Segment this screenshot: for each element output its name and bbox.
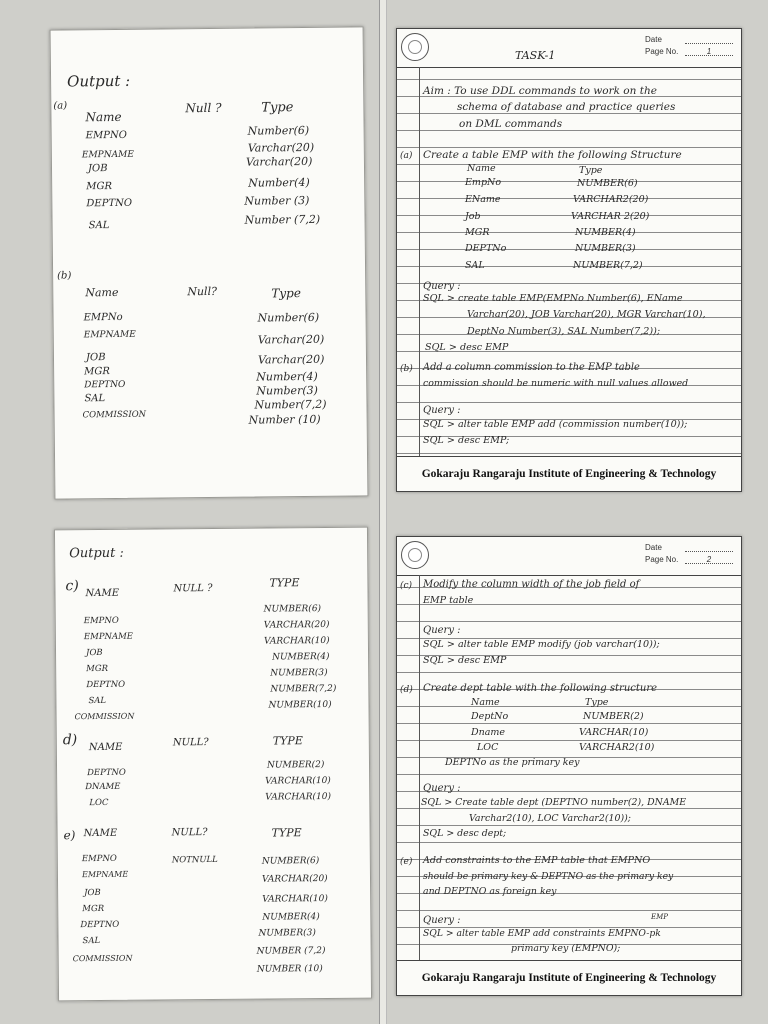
sql-line: DeptNo Number(3), SAL Number(7,2)); bbox=[467, 326, 661, 337]
field-type: NUMBER(4) bbox=[272, 651, 330, 663]
institute-logo-icon bbox=[401, 33, 429, 61]
page-output-2 bbox=[54, 527, 372, 1002]
sql-line: Varchar2(10), LOC Varchar2(10)); bbox=[469, 813, 631, 824]
field-type: NUMBER(3) bbox=[575, 243, 636, 254]
field-name: COMMISSION bbox=[72, 953, 133, 964]
sql-line: SQL > create table EMP(EMPNo Number(6), EName bbox=[423, 293, 683, 304]
field-name: COMMISSION bbox=[82, 409, 147, 421]
field-name: EMPNO bbox=[85, 129, 127, 142]
field-name: DEPTNo bbox=[465, 243, 507, 254]
query-label: Query : bbox=[423, 915, 461, 926]
field-name: SAL bbox=[84, 393, 106, 405]
institute-logo-icon bbox=[401, 541, 429, 569]
field-name: DEPTNO bbox=[84, 379, 126, 391]
field-type: NUMBER(6) bbox=[263, 604, 322, 615]
field-name: EMPNO bbox=[81, 853, 117, 865]
field-name: SAL bbox=[88, 220, 110, 232]
field-type: Number(6) bbox=[257, 310, 320, 325]
field-name: MGR bbox=[86, 181, 113, 193]
col-header-type: Type bbox=[261, 100, 294, 116]
sql-line: SQL > Create table dept (DEPTNO number(2), DNAME bbox=[421, 797, 687, 808]
aim-line: on DML commands bbox=[459, 118, 563, 130]
field-type: NUMBER(2) bbox=[266, 760, 325, 771]
field-type: VARCHAR(20) bbox=[261, 874, 328, 885]
field-name: EName bbox=[465, 194, 501, 205]
col-header-name: NAME bbox=[88, 741, 123, 754]
field-name: EMPNo bbox=[83, 311, 123, 324]
sql-line: Varchar(20), JOB Varchar(20), MGR Varchar(10), bbox=[467, 309, 706, 320]
aim-line: schema of database and practice queries bbox=[457, 101, 676, 113]
page-number-field: Page No. 2 bbox=[645, 555, 733, 564]
field-type: Varchar(20) bbox=[257, 352, 325, 367]
field-type: NUMBER(6) bbox=[577, 178, 638, 189]
notebook-spine bbox=[379, 0, 387, 1024]
page-header bbox=[397, 537, 741, 576]
col-header-type: Type bbox=[585, 697, 609, 708]
page-task-2 bbox=[396, 536, 742, 996]
part-c-label: c) bbox=[65, 578, 79, 595]
query-label: Query : bbox=[423, 625, 461, 636]
page-header bbox=[397, 29, 741, 68]
field-type: Number(6) bbox=[247, 123, 310, 138]
part-d-label: d) bbox=[62, 732, 78, 749]
item-e-text: Add constraints to the EMP table that EMPNO bbox=[423, 855, 651, 866]
item-d-label: (d) bbox=[400, 685, 413, 695]
col-header-null: NULL ? bbox=[173, 582, 213, 595]
field-name: MGR bbox=[86, 663, 109, 675]
field-type: NUMBER(6) bbox=[261, 856, 320, 867]
item-a-label: (a) bbox=[400, 151, 413, 161]
col-header-type: TYPE bbox=[269, 576, 300, 590]
field-type: NUMBER(4) bbox=[262, 912, 320, 923]
col-header-name: Name bbox=[467, 163, 496, 174]
field-name: MGR bbox=[465, 227, 490, 238]
field-type: VARCHAR(10) bbox=[579, 727, 649, 738]
field-type: Number (10) bbox=[248, 412, 321, 427]
item-d-text: Create dept table with the following structure bbox=[423, 683, 658, 694]
field-name: LOC bbox=[89, 797, 109, 809]
field-name: DNAME bbox=[85, 781, 121, 793]
field-type: NUMBER (7,2) bbox=[256, 946, 326, 957]
sql-line: SQL > desc dept; bbox=[423, 828, 507, 839]
col-header-null: Null? bbox=[187, 284, 218, 299]
query-label: Query : bbox=[423, 281, 461, 292]
field-type: Varchar(20) bbox=[247, 140, 315, 155]
field-name: COMMISSION bbox=[74, 711, 135, 722]
field-type: Varchar(20) bbox=[257, 332, 325, 347]
page-task-1 bbox=[396, 28, 742, 492]
field-type: NUMBER(4) bbox=[575, 227, 636, 238]
primary-key-note: DEPTNo as the primary key bbox=[445, 757, 580, 768]
field-name: JOB bbox=[84, 887, 101, 899]
margin-line bbox=[419, 67, 420, 457]
field-type: Number(4) bbox=[256, 369, 318, 384]
col-header-null: NULL? bbox=[172, 737, 209, 749]
sql-line: primary key (EMPNO); bbox=[511, 943, 621, 954]
query-label: Query : bbox=[423, 405, 461, 416]
field-name: Job bbox=[465, 211, 481, 222]
col-header-name: NAME bbox=[85, 587, 120, 600]
field-type: VARCHAR(20) bbox=[263, 619, 330, 631]
field-name: LOC bbox=[477, 742, 499, 753]
col-header-name: NAME bbox=[83, 827, 118, 840]
field-name: EMPNAME bbox=[83, 631, 134, 643]
part-b-label: (b) bbox=[57, 270, 72, 282]
field-name: SAL bbox=[82, 935, 101, 947]
field-name: MGR bbox=[84, 366, 110, 378]
sql-line: SQL > desc EMP bbox=[425, 342, 509, 353]
field-name: EMPNAME bbox=[81, 869, 129, 880]
sql-line: SQL > desc EMP bbox=[423, 655, 507, 666]
col-header-null: NULL? bbox=[171, 827, 208, 839]
insertion-note: EMP bbox=[651, 913, 668, 921]
field-type: NUMBER(3) bbox=[258, 928, 316, 939]
field-name: DEPTNO bbox=[80, 919, 120, 931]
col-header-null: Null ? bbox=[185, 100, 222, 116]
item-a-text: Create a table EMP with the following Structure bbox=[423, 149, 682, 161]
field-type: NUMBER(2) bbox=[583, 711, 644, 722]
sql-line: SQL > alter table EMP add (commission number(10)); bbox=[423, 419, 688, 430]
field-name: DEPTNO bbox=[87, 767, 126, 779]
sql-line: SQL > alter table EMP modify (job varchar(10)); bbox=[423, 639, 660, 650]
item-b-label: (b) bbox=[400, 364, 413, 374]
field-type: VARCHAR2(10) bbox=[579, 742, 655, 753]
item-e-label: (e) bbox=[400, 857, 413, 867]
item-c-label: (c) bbox=[400, 581, 413, 591]
item-c-text: EMP table bbox=[423, 595, 474, 606]
field-name: JOB bbox=[87, 163, 108, 175]
field-type: NUMBER(7,2) bbox=[270, 683, 337, 695]
part-a-label: (a) bbox=[53, 100, 68, 112]
field-null: NOTNULL bbox=[171, 854, 218, 866]
sql-line: SQL > alter table EMP add constraints EMPNO-pk bbox=[423, 928, 661, 939]
field-name: SAL bbox=[465, 260, 485, 271]
field-type: VARCHAR(10) bbox=[262, 894, 328, 905]
institute-footer: Gokaraju Rangaraju Institute of Engineering & Technology bbox=[397, 960, 741, 995]
item-b-text: Add a column commission to the EMP table bbox=[423, 362, 640, 373]
aim-line: Aim : To use DDL commands to work on the bbox=[423, 85, 657, 97]
item-e-text: and DEPTNO as foreign key bbox=[423, 886, 557, 897]
margin-line bbox=[419, 575, 420, 961]
sql-line: SQL > desc EMP; bbox=[423, 435, 510, 446]
field-type: Number(3) bbox=[256, 383, 318, 398]
col-header-type: TYPE bbox=[271, 826, 302, 840]
col-header-name: Name bbox=[85, 109, 122, 125]
field-type: VARCHAR(10) bbox=[265, 775, 331, 787]
field-type: Number (7,2) bbox=[244, 212, 321, 227]
task-title: TASK-1 bbox=[515, 49, 556, 62]
field-type: Number (3) bbox=[244, 193, 310, 208]
field-type: NUMBER (10) bbox=[256, 964, 323, 975]
output-heading: Output : bbox=[69, 545, 124, 562]
field-type: VARCHAR(10) bbox=[263, 635, 330, 647]
field-name: EmpNo bbox=[465, 177, 502, 188]
field-type: NUMBER(10) bbox=[268, 699, 332, 711]
institute-footer: Gokaraju Rangaraju Institute of Engineering & Technology bbox=[397, 456, 741, 491]
col-header-type: TYPE bbox=[272, 734, 303, 748]
field-name: SAL bbox=[88, 695, 107, 707]
field-type: Number(4) bbox=[248, 175, 310, 190]
field-name: EMPNAME bbox=[81, 149, 134, 161]
field-type: NUMBER(7,2) bbox=[573, 260, 643, 271]
field-name: Dname bbox=[471, 727, 506, 738]
field-name: EMPNAME bbox=[83, 329, 136, 341]
item-e-text: should be primary key & DEPTNO as the primary key bbox=[423, 871, 674, 882]
page-number-field: Page No. 1 bbox=[645, 47, 733, 56]
item-c-text: Modify the column width of the job field of bbox=[423, 579, 640, 590]
page-output-1 bbox=[50, 26, 369, 499]
item-b-text: commission should be numeric with null values allowed bbox=[423, 378, 689, 389]
field-name: DEPTNO bbox=[86, 679, 126, 691]
col-header-type: Type bbox=[271, 286, 301, 301]
field-name: JOB bbox=[85, 647, 103, 659]
field-type: VARCHAR 2(20) bbox=[571, 211, 650, 222]
date-field: Date bbox=[645, 543, 733, 552]
date-field: Date bbox=[645, 35, 733, 44]
query-label: Query : bbox=[423, 783, 461, 794]
field-name: JOB bbox=[85, 352, 106, 364]
output-heading: Output : bbox=[66, 71, 131, 91]
col-header-name: Name bbox=[471, 697, 500, 708]
col-header-type: Type bbox=[579, 165, 603, 176]
field-type: Number(7,2) bbox=[254, 397, 327, 412]
part-e-label: e) bbox=[63, 828, 76, 843]
field-name: MGR bbox=[82, 903, 105, 915]
field-name: DEPTNO bbox=[86, 197, 133, 210]
field-type: Varchar(20) bbox=[245, 154, 313, 169]
field-name: EMPNO bbox=[83, 615, 119, 627]
field-type: VARCHAR(10) bbox=[265, 791, 331, 803]
field-type: VARCHAR2(20) bbox=[573, 194, 649, 205]
field-name: DeptNo bbox=[471, 711, 509, 722]
col-header-name: Name bbox=[85, 285, 119, 300]
field-type: NUMBER(3) bbox=[270, 667, 328, 679]
